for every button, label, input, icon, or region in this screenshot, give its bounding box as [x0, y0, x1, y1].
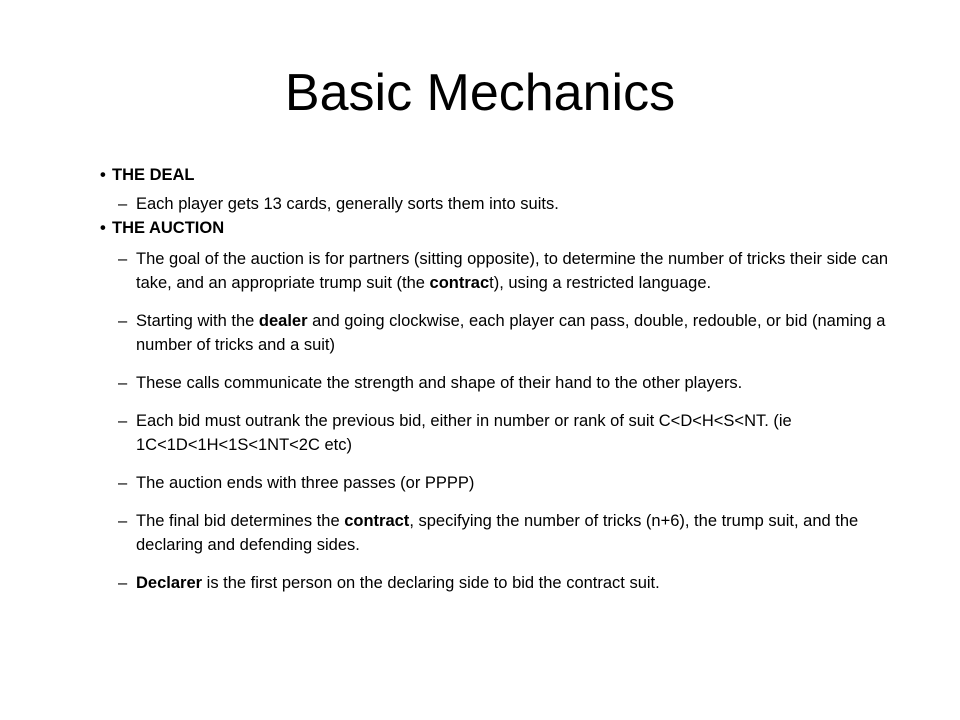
- item-text: Each bid must outrank the previous bid, either in number or rank of suit C<D<H<S<NT. (ie 1C<1D<1H<1S<1NT<2C etc): [136, 412, 792, 454]
- section-heading-deal: [100, 160, 900, 190]
- dash-icon: –: [118, 374, 128, 392]
- item-text: t), using a restricted language.: [489, 274, 712, 292]
- dash-icon: –: [118, 474, 128, 492]
- section-heading-text: THE DEAL: [112, 166, 195, 184]
- section-heading-auction: [100, 213, 900, 243]
- dash-icon: –: [118, 250, 128, 268]
- item-text: and going clockwise, each player can pass, double, redouble, or bid (naming a number of tricks and a suit): [136, 312, 886, 354]
- list-item: [118, 471, 900, 495]
- list-item: [118, 371, 900, 395]
- item-text: Each player gets 13 cards, generally sorts them into suits.: [136, 195, 559, 213]
- slide-title: Basic Mechanics: [284, 64, 676, 122]
- item-text: Starting with the: [136, 312, 259, 330]
- item-text: These calls communicate the strength and shape of their hand to the other players.: [136, 374, 743, 392]
- item-text: The auction ends with three passes (or PPPP): [136, 474, 475, 492]
- dash-icon: –: [118, 512, 128, 530]
- list-item: [118, 509, 900, 557]
- dash-icon: –: [118, 412, 128, 430]
- item-text: The goal of the auction is for partners (sitting opposite), to determine the number of tricks their side can take, and an appropriate trump suit (the: [136, 250, 889, 292]
- auction-items: [118, 247, 900, 595]
- list-item: [118, 309, 900, 357]
- dash-icon: –: [118, 312, 128, 330]
- item-bold-text: contract: [344, 512, 410, 530]
- list-item: [118, 571, 900, 595]
- dash-icon: –: [118, 574, 128, 592]
- list-item: [118, 247, 900, 295]
- item-bold-text: contrac: [429, 274, 490, 292]
- item-bold-text: dealer: [258, 312, 308, 330]
- section-heading-text: THE AUCTION: [112, 219, 225, 237]
- list-item: [118, 409, 900, 457]
- bullet-icon: •: [100, 219, 106, 237]
- item-text: The final bid determines the: [136, 512, 345, 530]
- slide-content: [100, 160, 900, 595]
- item-text: is the first person on the declaring side to bid the contract suit.: [202, 574, 660, 592]
- dash-icon: –: [118, 195, 128, 213]
- bullet-icon: •: [100, 166, 106, 184]
- item-text: , specifying the number of tricks (n+6), the trump suit, and the declaring and defending sides.: [136, 512, 859, 554]
- item-bold-text: Declarer: [136, 574, 203, 592]
